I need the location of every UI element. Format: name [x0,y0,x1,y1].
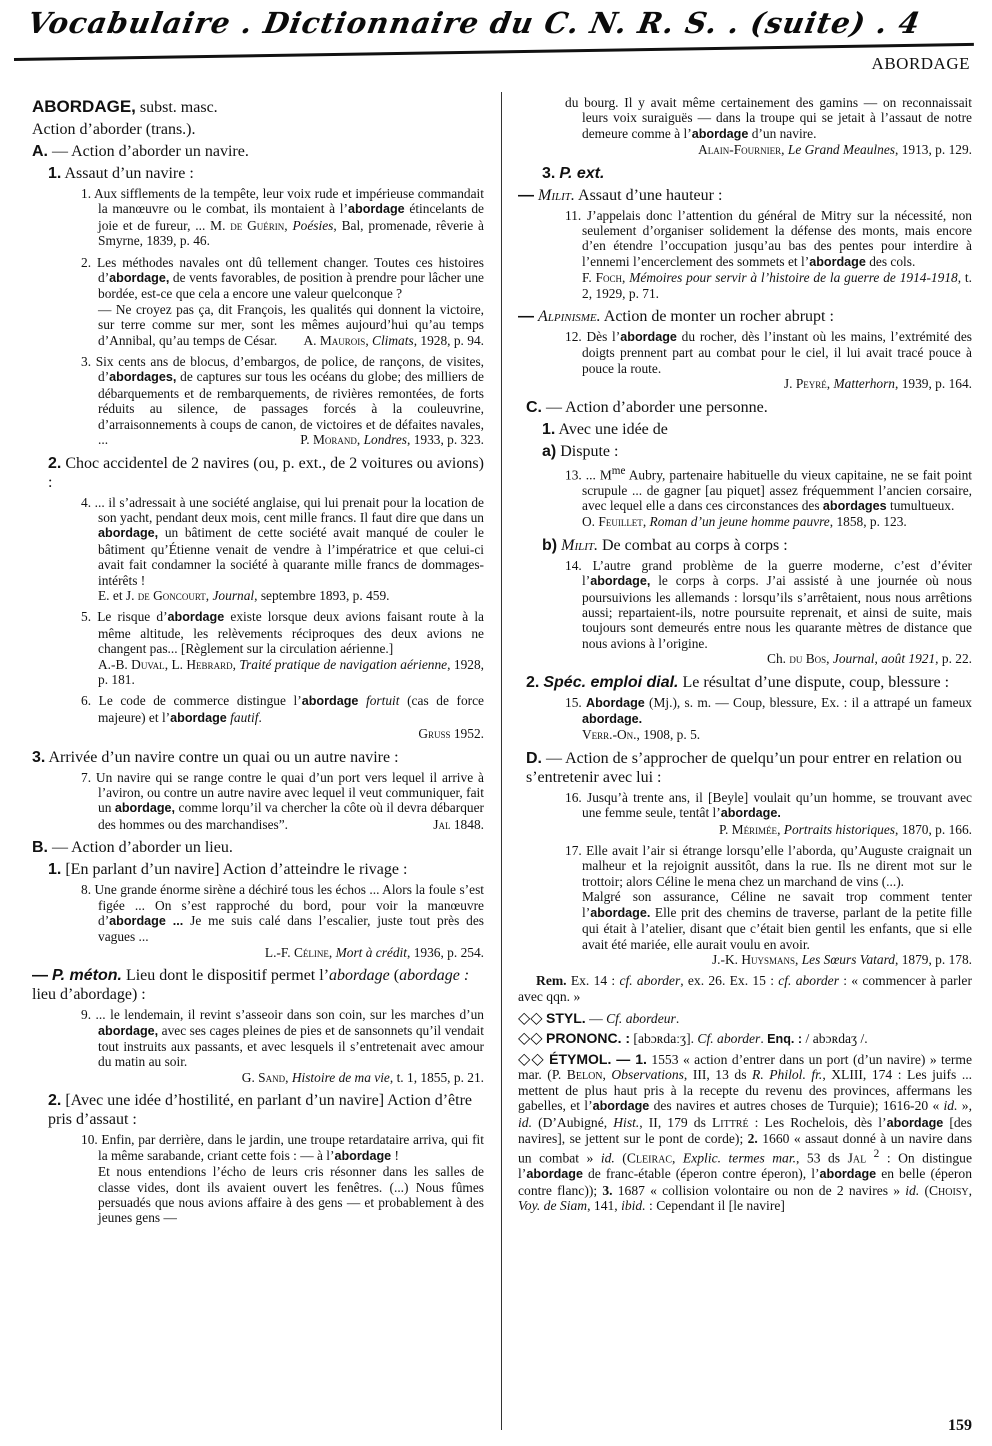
example-quote: 13. ... $M^{me}$ Aubry, partenaire habituelle du vieux capitaine, ne se fait point scrupule ... de gagner [au piquet] assez fréquemment l’ancien corsaire, avec lequel elle a dans ces circonstances des abordages tumultueux. O. Feuillet, Roman d’un jeune homme pauvre, 1858, p. 123. [565,464,972,530]
section-heading: 2. Choc accidentel de 2 navires (ou, p. ext., de 2 voitures ou avions) : [48,454,484,491]
example-quote: 9. ... le lendemain, il revint s’asseoir dans son coin, sur les marches d’un abordage, avec ses cages pleines de pies et de sansonnets qu’il vendait tout instruits aux passants, et avec lesquels il s’entretenait avec amour du matin au soir. G. Sand, Histoire de ma vie, t. 1, 1855, p. 21. [81,1007,484,1085]
right-column [518,92,972,1218]
section-heading: b) Milit. De combat au corps à corps : [542,536,788,554]
example-quote: 16. Jusqu’à trente ans, il [Beyle] voulait qu’un homme, se trouvant avec une femme seule, tentât l’abordage. P. Mérimée, Portraits historiques, 1870, p. 166. [565,789,972,837]
section-heading: — P. méton. Lieu dont le dispositif permet l’abordage (abordage : lieu d’abordage) : [32,967,470,1004]
section-heading: — Alpinisme. Action de monter un rocher abrupt : [518,308,834,326]
section-heading: 3. Arrivée d’un navire contre un quai ou un autre navire : [32,748,399,766]
column-divider [501,92,502,1430]
example-quote: 1. Aux sifflements de la tempête, leur voix rude et impérieuse commandait la manœuvre ou le combat, ils montaient à l’abordage étincelants de joie et de fureur, ... M. de Guérin, Poésies, Bal, promenade, rêverie à Smyrne, 1839, p. 46. [81,186,485,249]
section-heading: a) Dispute : [542,442,619,460]
etymology-block: ◇◇ ÉTYMOL. — 1. 1553 « action d’entrer dans un port (d’un navire) » terme mar. (P. Belon, Observations, III, 13 ds R. Philol. fr., XLIII, 174 : Les juifs ... mettent de plus haut pris à la recepte du revenu des provinces, affermans les gabelles, et l’abordage des navires et autres choses de Turquie); 1616-20 « id. », id. (D’Aubigné, Hist., II, 179 ds Littré : Les Rochelois, dès l’abordage [des navires], se jettent sur le pont de corde); 2. 1660 « assaut donné à un navire dans un combat » id. (Cleirac, Explic. termes mar., 53 ds Jal $^2$ : On distingue l’abordage de franc-étable (éperon contre éperon), l’abordage en belle (éperon contre flanc)); 3. 1687 « collision volontaire ou non de 2 navires » id. (Choisy, Voy. de Siam, 141, ibid. : Cependant il [le navire] [518,1050,973,1214]
section-heading: 1. [En parlant d’un navire] Action d’atteindre le rivage : [48,861,408,879]
example-quote: 15. Abordage (Mj.), s. m. — Coup, blessure, Ex. : il a attrapé un fameux abordage. Verr.-On., 1908, p. 5. [565,694,972,743]
example-quote: 12. Dès l’abordage du rocher, dès l’instant où les mains, l’extrémité des doigts prennent part au combat pour le ciel, il lui avait tracé pouce à pouce la route. J. Peyré, Matterhorn, 1939, p. 164. [565,329,972,392]
example-quote: 11. J’appelais donc l’attention du général de Mitry sur la nécessité, non seulement d’organiser solidement la défense des monts, mais encore d’en étendre l’occupation jusqu’au bas des pentes pour interdire à l’ennemi l’encerclement des sommets et l’abordage des cols. F. Foch, Mémoires pour servir à l’histoire de la guerre de 1914-1918, t. 2, 1929, p. 71. [565,207,972,301]
example-quote: 2. Les méthodes navales ont dû tellement changer. Toutes ces histoires d’abordage, de vents favorables, de position à prendre pour lâcher une bordée, est-ce que cela a encore une valeur quelconque ? — Ne croyez pas ça, dit François, les qualités qui donnent la victoire, sur terre comme sur mer, sont les mêmes aujourd’hui qu’au temps d’Annibal, qu’au temps de César. A. Maurois, Climats, 1928, p. 94. [81,254,484,348]
example-quote: 7. Un navire qui se range contre le quai d’un port vers lequel il arrive à l’aviron, ou contre un autre navire avec lequel il veut communiquer, fait un abordage, comme lorqu’il va chercher la côte où il devra débarquer des hommes ou des marchandises”. Jal 1848. [81,769,484,832]
etymology-block: ◇◇ PRONONC. : [abɔʀdaːʒ]. Cf. aborder. Enq. : / abɔʀdaʒ /. [518,1029,868,1047]
example-quote: 8. Une grande énorme sirène a déchiré tous les échos ... Alors la foule s’est figée ... On s’est rapproché du bord, pour voir la manœuvre d’abordage ... Je me suis calé dans l’escalier, juste tout près des vagues ... L.-F. Céline, Mort à crédit, 1936, p. 254. [81,882,484,960]
example-quote: du bourg. Il y avait même certainement des gamins — on reconnaissait leurs voix suraiguës — dans la troupe qui se jetait à l’assaut de notre demeure comme à l’abordage d’un navire. Alain-Fournier, Le Grand Meaulnes, 1913, p. 129. [565,95,972,158]
running-header: ABORDAGE [871,54,970,73]
etymology-block: ◇◇ STYL. — Cf. abordeur. [518,1010,680,1028]
handwritten-title: Vocabulaire . Dictionnaire du C. N. R. S. . (suite) . 4 [25,6,924,40]
section-heading: ABORDAGE, subst. masc. [32,97,218,116]
section-heading: — Milit. Assaut d’une hauteur : [518,186,723,204]
handwritten-underline [14,43,974,61]
page-number: 159 [948,1417,972,1434]
example-quote: 17. Elle avait l’air si étrange lorsqu’elle l’aborda, qu’Auguste craignait un malheur et la rejoignit aussitôt, dans la rue. Ils ne dirent mot sur le trottoir; alors Céline le mena chez un marchand de vins (...). Malgré son assurance, Céline ne savait trop comment tenter l’abordage. Elle prit des chemins de traverse, parlant de la petite fille qui était à l’atelier, disant que c’était bien gentil les enfants, que si elle avait été mariée, elle aurait voulu en avoir. J.-K. Huysmans, Les Sœurs Vatard, 1879, p. 178. [565,843,972,967]
example-quote: 6. Le code de commerce distingue l’abordage fortuit (cas de force majeure) et l’abordage fautif. Gruss 1952. [81,693,484,742]
left-column [32,94,484,1232]
section-heading: C. — Action d’aborder une personne. [526,398,768,416]
example-quote: 4. ... il s’adressait à une société anglaise, qui lui prenait pour la location de son yacht, pendant deux mois, cent mille francs. Il faut dire que dans un abordage, un bâtiment de cette société avait manqué de couler le bâtiment qu’Étienne venait de vendre à l’impératrice et que celui-ci avait fait condamner la société à quarante mille francs de dommages-intérêts ! E. et J. de Goncourt, Journal, septembre 1893, p. 459. [81,494,484,603]
section-heading: 1. Assaut d’un navire : [48,165,194,182]
section-heading: A. — Action d’aborder un navire. [32,143,249,160]
example-quote: 3. Six cents ans de blocus, d’embargos, de police, de rançons, de visites, d’abordages, de captures sur tous les océans du globe; des milliers de débarquements et de rembarquements, de rivières remontées, de forts réduits au silence, de passages forcés à la couleuvrine, d’arraisonnements à coups de canon, de victoires et de défaites navales, ... P. Morand, Londres, 1933, p. 323. [81,354,484,448]
section-heading: B. — Action d’aborder un lieu. [32,839,233,857]
section-heading: 3. P. ext. [542,164,605,182]
example-quote: 10. Enfin, par derrière, dans le jardin, une troupe retardataire arriva, qui fit la même sarabande, criant cette fois : — à l’abordage ! Et nous entendions l’écho de leurs cris résonner dans les salles de classe vides, dont ils avaient ouvert les fenêtres. (...) Nous fûmes persuadés que nous avions affaire à des gens — et probablement à des jeunes gens — [81,1132,484,1226]
example-quote: 14. L’autre grand problème de la guerre moderne, c’est d’éviter l’abordage, le corps à corps. J’ai assisté à une journée où nous poursuivions les allemands : lorsqu’ils s’arrêtaient, nous nous arrêtions aussi; repartaient-ils, notre poursuite reprenait, et ainsi de suite, mais toujours sont demeurés entre nous les quarante mètres de distance que nous avions à l’origine. Ch. du Bos, Journal, août 1921, p. 22. [565,557,972,667]
section-heading: Action d’aborder (trans.). [32,121,196,138]
section-heading: D. — Action de s’approcher de quelqu’un pour entrer en relation ou s’entretenir avec lui : [526,749,962,786]
section-heading: 1. Avec une idée de [542,420,668,438]
remark: Rem. Ex. 14 : cf. aborder, ex. 26. Ex. 15 : cf. aborder : « commencer à parler avec qqn. » [518,973,972,1005]
section-heading: 2. Spéc. emploi dial. Le résultat d’une dispute, coup, blessure : [526,673,950,691]
section-heading: 2. [Avec une idée d’hostilité, en parlant d’un navire] Action d’être pris d’assaut : [48,1092,472,1129]
example-quote: 5. Le risque d’abordage existe lorsque deux avions faisant route à la même altitude, les relèvements réciproques des deux avions ne changent pas... [Règlement sur la circulation aérienne.] A.-B. Duval, L. Hebrard, Traité pratique de navigation aérienne, 1928, p. 181. [81,609,485,687]
